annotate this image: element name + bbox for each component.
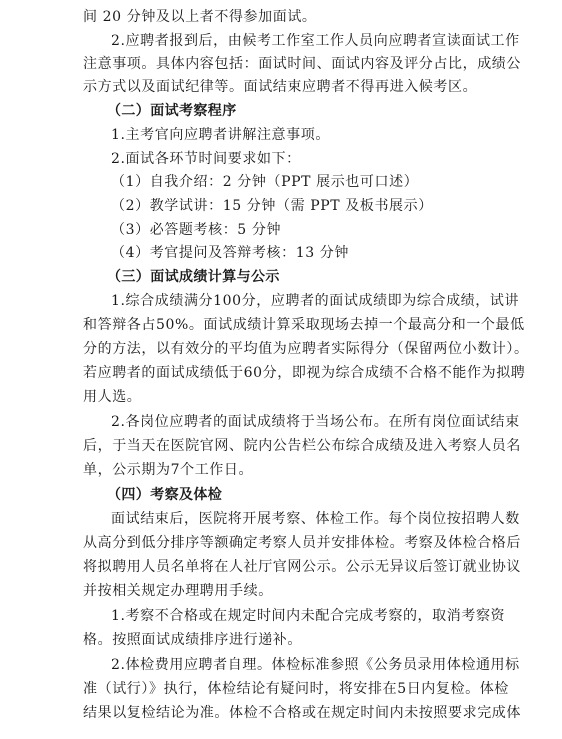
text-line: 1.综合成绩满分100分，应聘者的面试成绩即为综合成绩，试讲 xyxy=(111,293,520,309)
text-line: 准（试行）》执行，体检结论有疑问时，将安排在5日内复检。体检 xyxy=(83,681,509,697)
text-line: 间 20 分钟及以上者不得参加面试。 xyxy=(83,9,317,25)
text-line: 2.体检费用应聘者自理。体检标准参照《公务员录用体检通用标 xyxy=(111,657,520,673)
text-line: （4）考官提问及答辩考核：13 分钟 xyxy=(111,245,349,261)
text-line: 单，公示期为7个工作日。 xyxy=(83,462,254,478)
text-line: 示方式以及面试纪律等。面试结束应聘者不得再进入候考区。 xyxy=(83,79,478,95)
text-line: 若应聘者的面试成绩低于60分，即视为综合成绩不合格不能作为拟聘 xyxy=(83,365,526,381)
section-heading: （三）面试成绩计算与公示 xyxy=(107,269,280,285)
text-line: 面试结束后，医院将开展考察、体检工作。每个岗位按招聘人数 xyxy=(111,511,520,527)
text-line: 2.应聘者报到后，由候考工作室工作人员向应聘者宣读面试工作 xyxy=(111,33,520,49)
text-line: 2.面试各环节时间要求如下： xyxy=(111,151,301,167)
text-line: （1）自我介绍：2 分钟（PPT 展示也可口述） xyxy=(111,174,419,190)
text-line: 后，于当天在医院官网、院内公告栏公布综合成绩及进入考察人员名 xyxy=(83,438,521,454)
text-line: 1.主考官向应聘者讲解注意事项。 xyxy=(111,127,330,143)
text-line: 结果以复检结论为准。体检不合格或在规定时间内未按照要求完成体 xyxy=(83,705,521,721)
section-heading: （四）考察及体检 xyxy=(107,487,223,503)
text-line: 从高分到低分排序等额确定考察人员并安排体检。考察及体检合格后 xyxy=(83,535,521,551)
text-line: 和答辩各占50%。面试成绩计算采取现场去掉一个最高分和一个最低 xyxy=(83,317,525,333)
section-heading: （二）面试考察程序 xyxy=(107,103,237,119)
text-line: 用人选。 xyxy=(83,389,142,405)
text-line: （3）必答题考核：5 分钟 xyxy=(111,222,282,238)
text-line: 分的方法，以有效分的平均值为应聘者实际得分（保留两位小数计）。 xyxy=(83,341,529,357)
text-line: 2.各岗位应聘者的面试成绩将于当场公布。在所有岗位面试结束 xyxy=(111,414,520,430)
text-line: 将拟聘用人员名单将在人社厅官网公示。公示无异议后签订就业协议 xyxy=(83,559,521,575)
text-line: 并按相关规定办理聘用手续。 xyxy=(83,583,273,599)
text-line: 格。按照面试成绩排序进行递补。 xyxy=(83,632,302,648)
text-line: 1.考察不合格或在规定时间内未配合完成考察的，取消考察资 xyxy=(111,608,506,624)
text-line: （2）教学试讲：15 分钟（需 PPT 及板书展示） xyxy=(111,198,433,214)
text-line: 注意事项。具体内容包括：面试时间、面试内容及评分占比，成绩公 xyxy=(83,56,521,72)
